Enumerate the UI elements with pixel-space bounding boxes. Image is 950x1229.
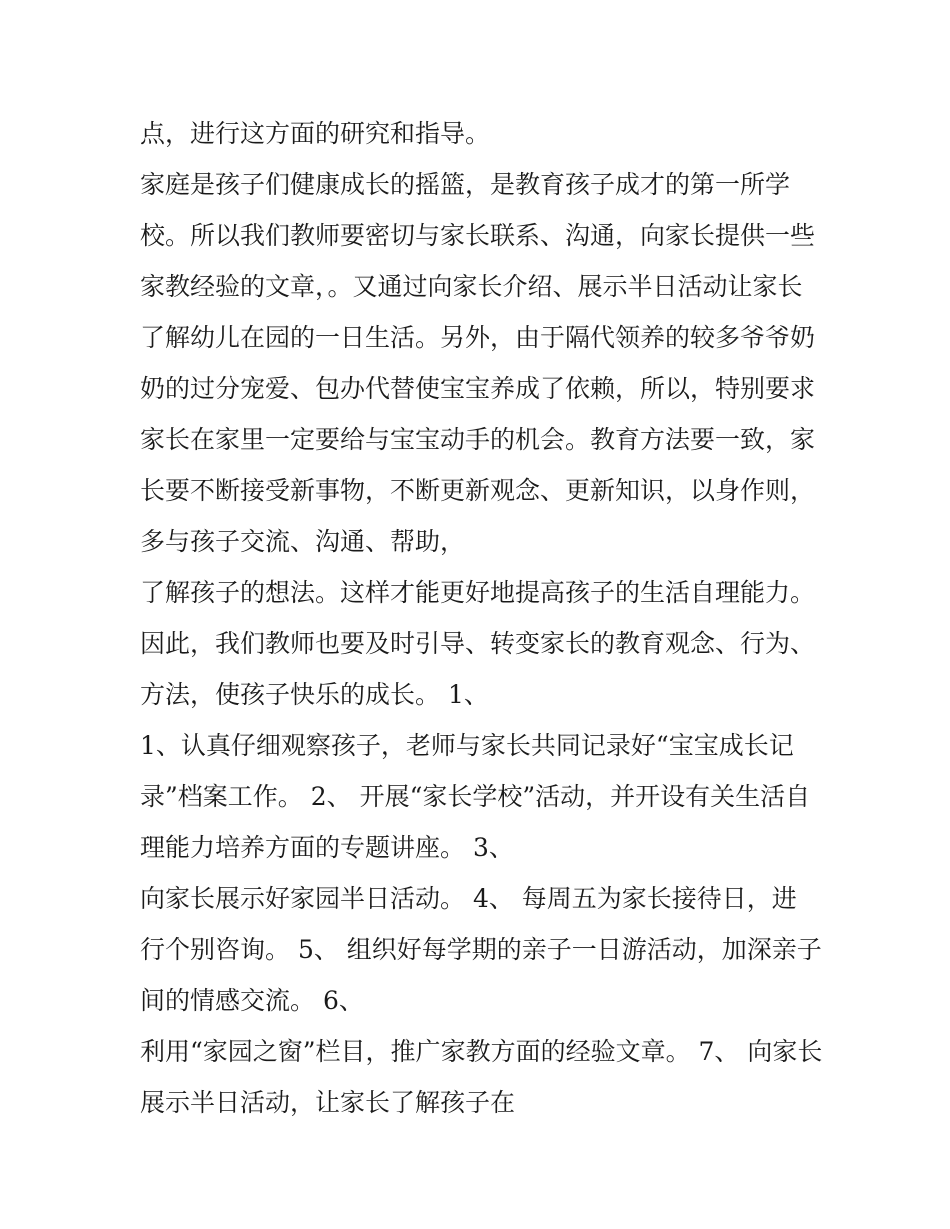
text-line: 家长在家里一定要给与宝宝动手的机会。教育方法要一致，家: [140, 425, 816, 454]
text-line: 因此，我们教师也要及时引导、转变家长的教育观念、行为、: [140, 629, 816, 658]
text-line: 展示半日活动，让家长了解孩子在: [140, 1088, 516, 1117]
text-line: 间的情感交流。 6、: [140, 986, 364, 1015]
text-line: 了解幼儿在园的一日生活。另外，由于隔代领养的较多爷爷奶: [140, 323, 816, 352]
text-line: 利用“家园之窗”栏目，推广家教方面的经验文章。 7、 向家长: [140, 1037, 823, 1066]
text-line: 理能力培养方面的专题讲座。 3、: [140, 833, 514, 862]
text-line: 家庭是孩子们健康成长的摇篮，是教育孩子成才的第一所学: [140, 170, 791, 199]
text-line: 多与孩子交流、沟通、帮助，: [140, 527, 466, 556]
text-line: 点，进行这方面的研究和指导。: [140, 119, 491, 148]
text-line: 1、认真仔细观察孩子，老师与家长共同记录好“宝宝成长记: [140, 731, 794, 760]
text-line: 家教经验的文章，。又通过向家长介绍、展示半日活动让家长: [140, 272, 803, 301]
text-line: 了解孩子的想法。这样才能更好地提高孩子的生活自理能力。: [140, 578, 816, 607]
text-line: 奶的过分宠爱、包办代替使宝宝养成了依赖，所以，特别要求: [140, 374, 816, 403]
text-line: 录”档案工作。 2、 开展“家长学校”活动，并开设有关生活自: [140, 782, 811, 811]
text-line: 长要不断接受新事物，不断更新观念、更新知识，以身作则，: [140, 476, 816, 505]
text-line: 校。所以我们教师要密切与家长联系、沟通，向家长提供一些: [140, 221, 816, 250]
text-line: 向家长展示好家园半日活动。 4、 每周五为家长接待日，进: [140, 884, 797, 913]
text-line: 行个别咨询。 5、 组织好每学期的亲子一日游活动，加深亲子: [140, 935, 822, 964]
body-text: [140, 108, 823, 1128]
text-line: 方法，使孩子快乐的成长。 1、: [140, 680, 489, 709]
